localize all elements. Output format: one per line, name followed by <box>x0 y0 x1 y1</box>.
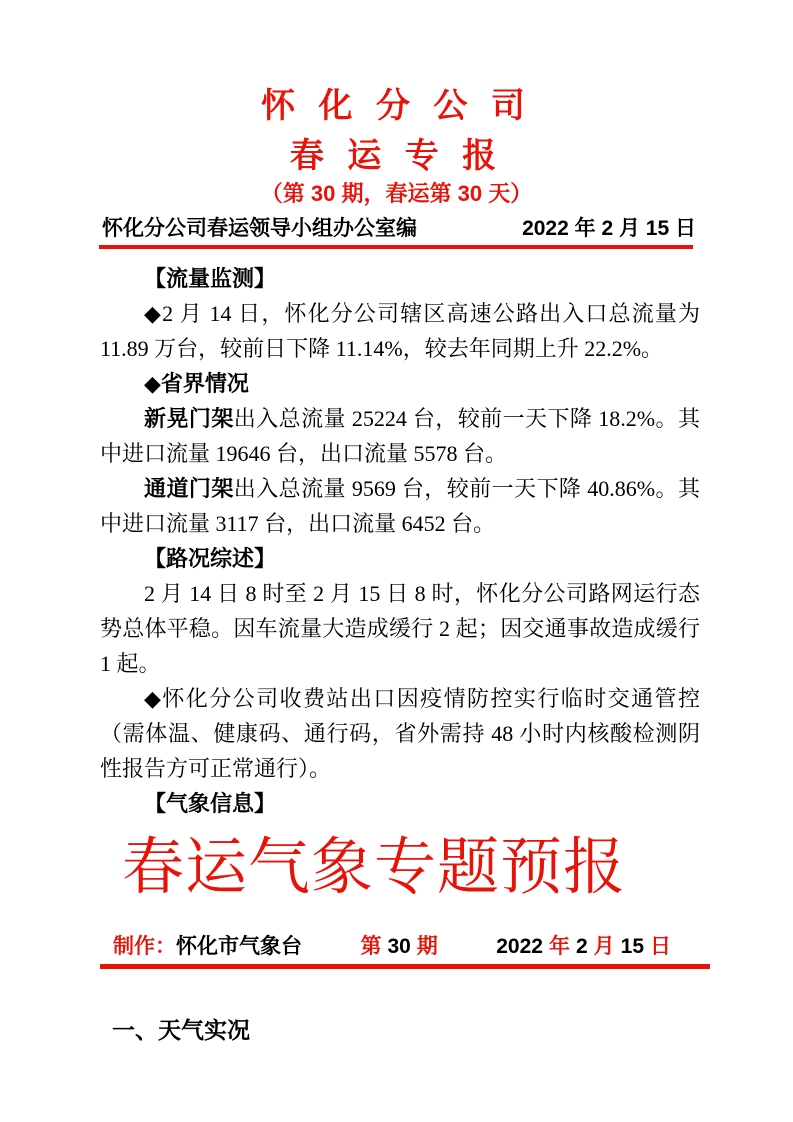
xinhuang-gantry-name: 新晃门架 <box>144 406 234 431</box>
banner-date-month: 2 <box>575 935 588 958</box>
banner-issue <box>360 933 437 961</box>
weather-banner-title: 春运气象专题预报 <box>122 834 627 902</box>
masthead-rule <box>99 245 693 249</box>
banner-date-day: 15 <box>620 935 644 958</box>
road-condition-heading: 【路况综述】 <box>144 546 277 571</box>
traffic-monitor-paragraph: ◆2 月 14 日，怀化分公司辖区高速公路出入口总流量为 11.89 万台，较前日下降 11.14%，较去年同期上升 22.2%。 <box>100 301 700 361</box>
tongdao-gantry-name: 通道门架 <box>144 476 234 501</box>
xinhuang-gantry-text: 出入总流量 25224 台，较前一天下降 18.2%。其中进口流量 19646 台，出口流量 5578 台。 <box>100 406 700 466</box>
road-condition-paragraph: 2 月 14 日 8 时至 2 月 15 日 8 时，怀化分公司路网运行态势总体平稳。因车流量大造成缓行 2 起；因交通事故造成缓行 1 起。 <box>100 581 700 676</box>
xinhuang-gantry-paragraph <box>100 401 700 471</box>
banner-issue-prefix: 第 <box>360 935 382 958</box>
banner-date-year: 2022 <box>496 935 543 958</box>
banner-date-day-label: 日 <box>650 935 671 958</box>
banner-rule <box>100 964 710 969</box>
banner-issue-number: 30 <box>387 935 411 958</box>
issue-note: （第 30 期，春运第 30 天） <box>260 181 533 206</box>
tongdao-gantry-text: 出入总流量 9569 台，较前一天下降 40.86%。其中进口流量 3117 台，出口流量 6452 台。 <box>100 476 700 536</box>
province-border-heading: ◆省界情况 <box>144 371 249 396</box>
banner-date-year-label: 年 <box>548 935 570 958</box>
report-title: 春 运 专 报 <box>289 137 504 175</box>
company-title: 怀 化 分 公 司 <box>261 87 532 125</box>
banner-issue-suffix: 期 <box>416 935 438 958</box>
document-body <box>100 261 700 821</box>
banner-date <box>496 933 671 961</box>
traffic-monitor-heading: 【流量监测】 <box>144 266 277 291</box>
editor-label: 怀化分公司春运领导小组办公室编 <box>102 217 417 240</box>
masthead-date: 2022 年 2 月 15 日 <box>522 217 696 240</box>
weather-info-heading: 【气象信息】 <box>144 791 277 816</box>
banner-date-month-label: 月 <box>593 935 615 958</box>
maker <box>113 933 302 961</box>
maker-label: 制作： <box>113 935 176 958</box>
masthead-row <box>102 216 696 242</box>
toll-control-paragraph: ◆怀化分公司收费站出口因疫情防控实行临时交通管控（需体温、健康码、通行码，省外需持 48 小时内核酸检测阴性报告方可正常通行）。 <box>100 686 700 781</box>
maker-value: 怀化市气象台 <box>176 935 302 958</box>
weather-banner-masthead <box>113 933 671 961</box>
section-one-heading: 一、天气实况 <box>112 1017 250 1043</box>
tongdao-gantry-paragraph <box>100 471 700 541</box>
